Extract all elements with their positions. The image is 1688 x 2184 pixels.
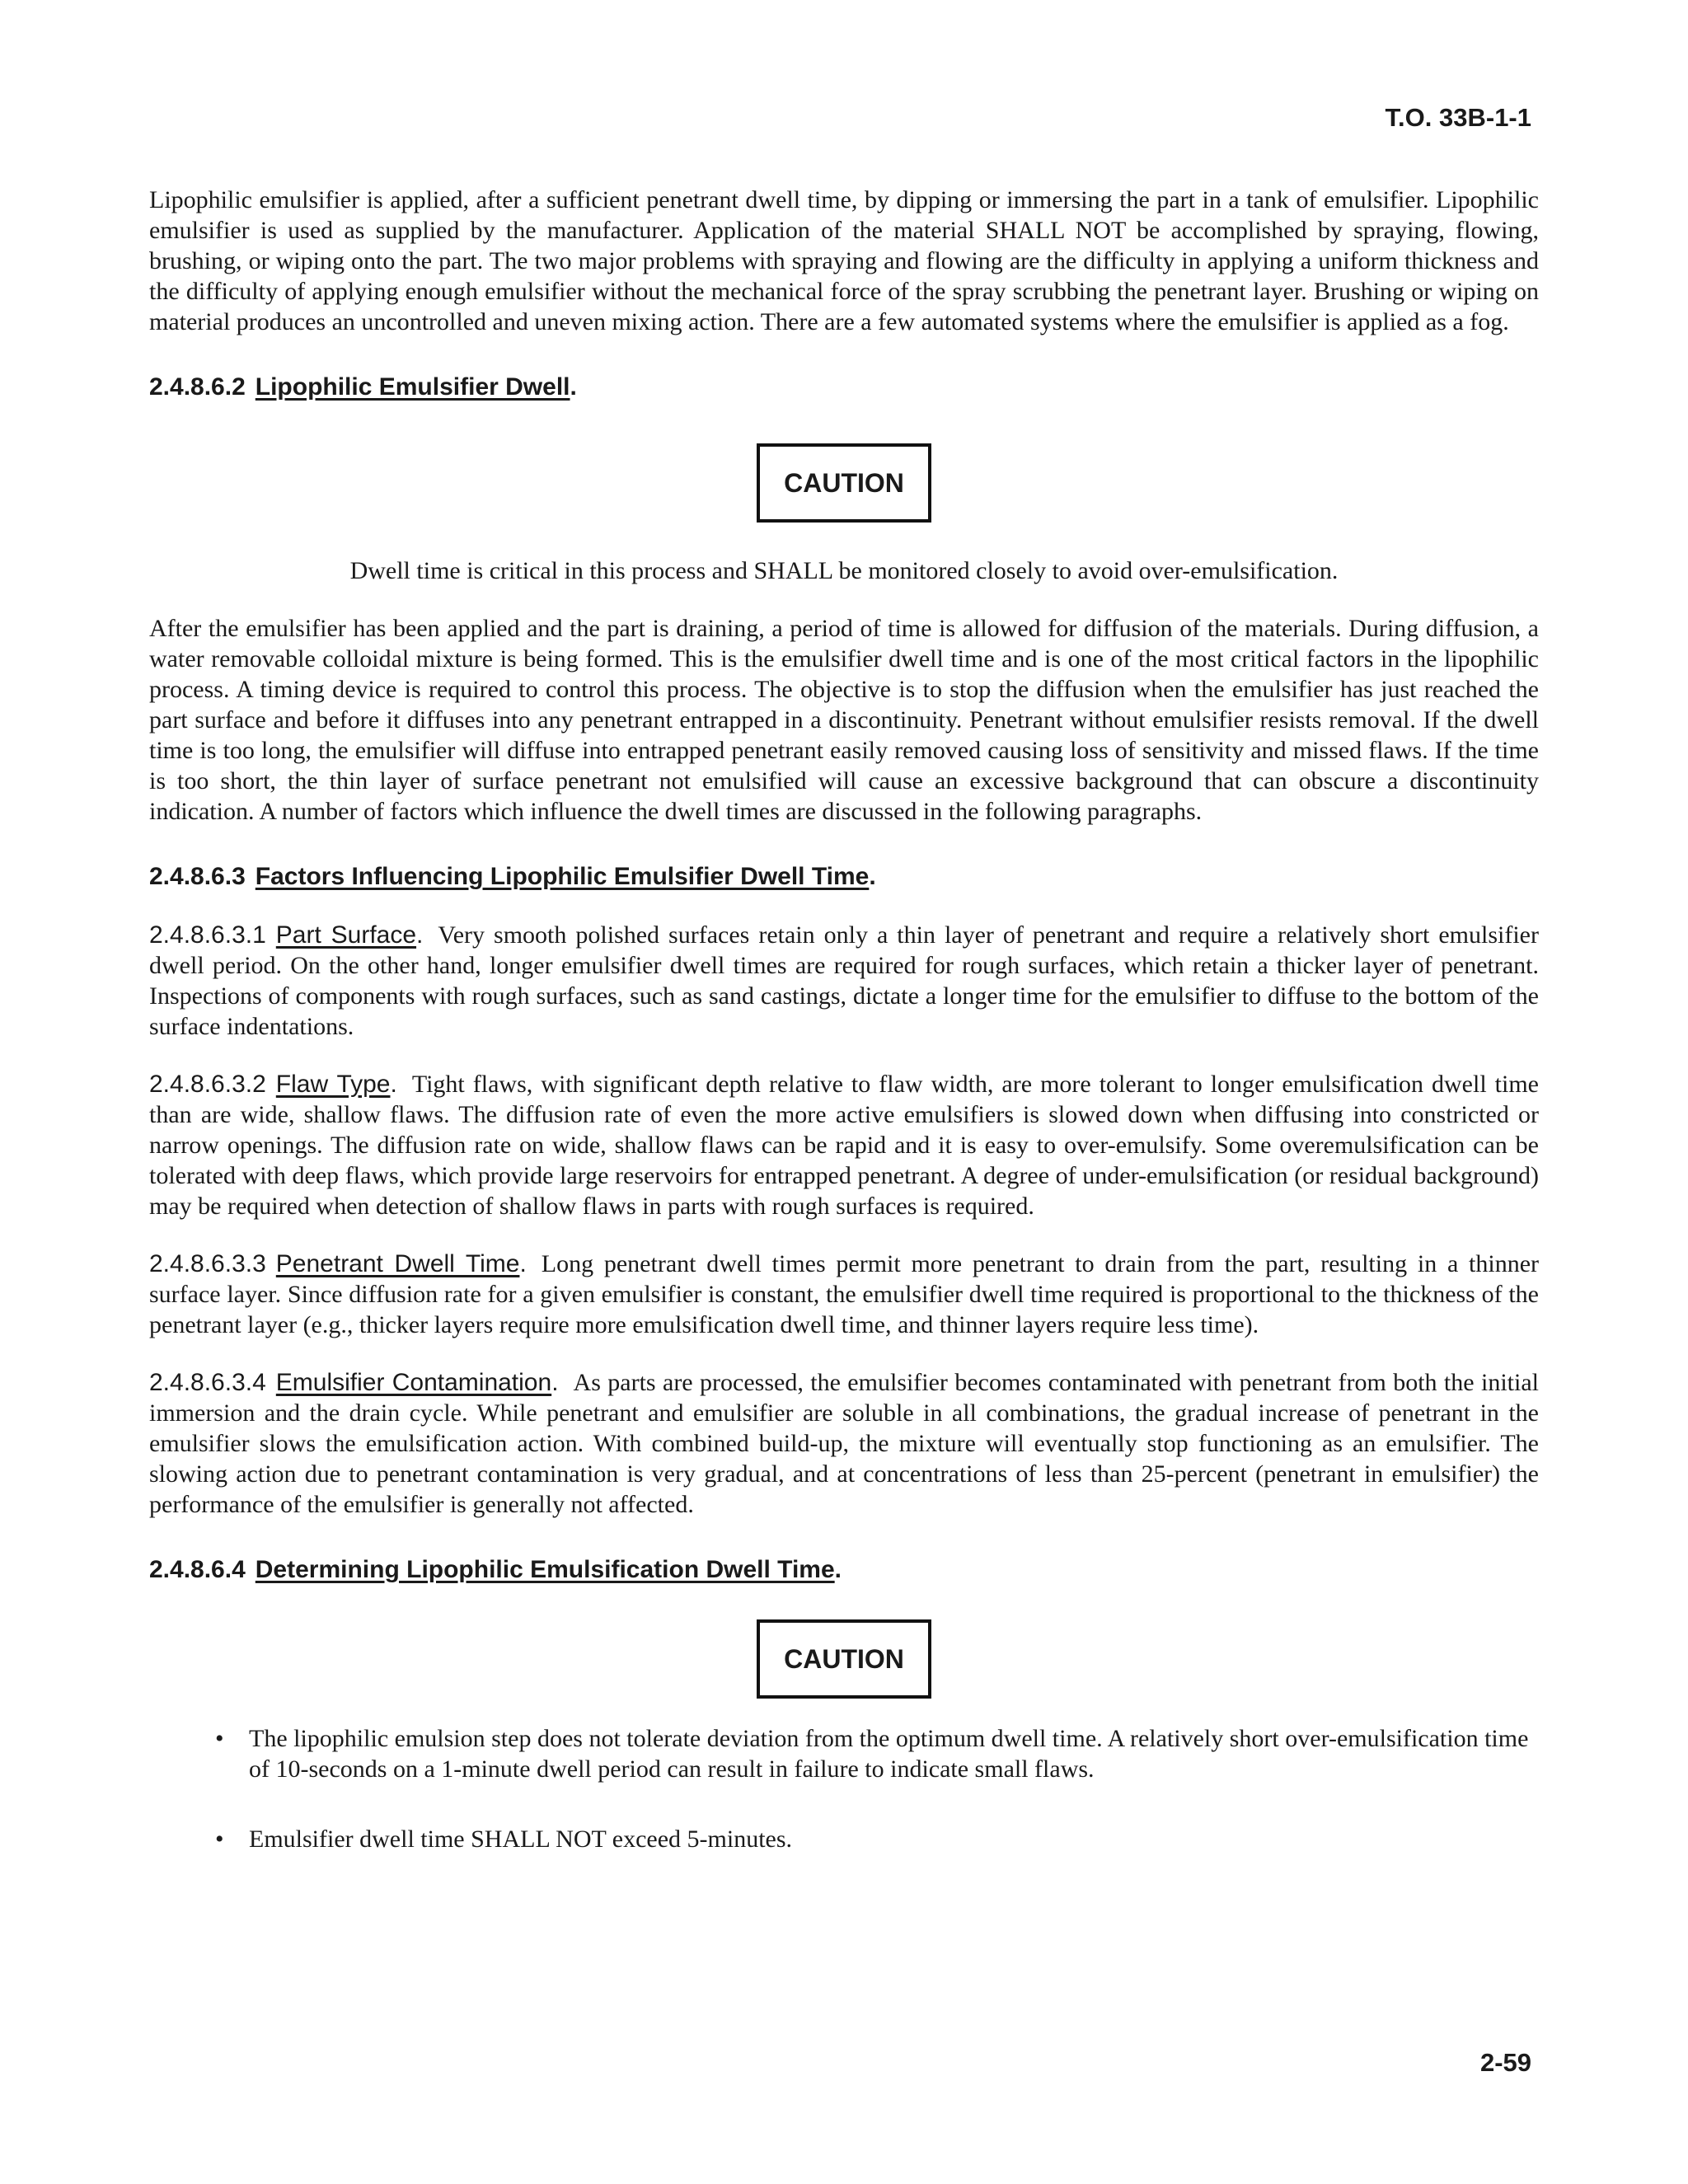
bullet-text: Emulsifier dwell time SHALL NOT exceed 5-minutes. bbox=[249, 1825, 793, 1853]
subsection-title: Flaw Type bbox=[275, 1071, 391, 1098]
caution-box: CAUTION bbox=[757, 1619, 931, 1699]
subsection-number: 2.4.8.6.3.3 bbox=[149, 1250, 266, 1277]
section-title: Determining Lipophilic Emulsification Dwell Time bbox=[255, 1556, 835, 1583]
section-heading-lipophilic-emulsifier-dwell: 2.4.8.6.2 Lipophilic Emulsifier Dwell. bbox=[149, 373, 577, 401]
subsection-body: Long penetrant dwell times permit more penetrant to drain from the part, resulting in a thinner surface layer. Since diffusion rate for a given emulsifier is constant, the emulsifier dwell time required is proportional to the thickness of the penetrant layer (e.g., thicker layers require more emulsification dwell time, and thinner layers require less time). bbox=[149, 1250, 1539, 1338]
page-content bbox=[149, 185, 1539, 1854]
section-heading-factors-influencing: 2.4.8.6.3 Factors Influencing Lipophilic Emulsifier Dwell Time. bbox=[149, 863, 876, 890]
subsection-title: Penetrant Dwell Time bbox=[275, 1250, 520, 1277]
section-title: Lipophilic Emulsifier Dwell bbox=[255, 373, 570, 401]
bullet-icon: • bbox=[215, 1825, 224, 1853]
caution-bullet-list bbox=[149, 1723, 1539, 1854]
subsection-body: As parts are processed, the emulsifier becomes contaminated with penetrant from both the initial immersion and the drain cycle. While penetrant and emulsifier are soluble in all combinations, the gradual increase of penetrant in the emulsifier slows the emulsification action. With combined build-up, the mixture will eventually stop functioning as an emulsifier. The slowing action due to penetrant contamination is very gradual, and at concentrations of less than 25-percent (penetrant in emulsifier) the performance of the emulsifier is generally not affected. bbox=[149, 1369, 1539, 1518]
section-number: 2.4.8.6.4 bbox=[149, 1556, 246, 1583]
section-body-lipophilic-emulsifier-dwell: After the emulsifier has been applied and the part is draining, a period of time is allowed for diffusion of the materials. During diffusion, a water removable colloidal mixture is being formed. This is the emulsifier dwell time and is one of the most critical factors in the lipophilic process. A timing device is required to control this process. The objective is to stop the diffusion when the emulsifier has just reached the part surface and before it diffuses into any penetrant entrapped in a discontinuity. Penetrant without emulsifier resists removal. If the dwell time is too long, the emulsifier will diffuse into entrapped penetrant easily removed causing loss of sensitivity and missed flaws. If the time is too short, the thin layer of surface penetrant not emulsified will cause an excessive background that can obscure a discontinuity indication. A number of factors which influence the dwell times are discussed in the following paragraphs. bbox=[149, 615, 1539, 825]
section-heading-determining-dwell-time: 2.4.8.6.4 Determining Lipophilic Emulsification Dwell Time. bbox=[149, 1556, 842, 1583]
subsection-number: 2.4.8.6.3.1 bbox=[149, 921, 266, 949]
caution-text: Dwell time is critical in this process and SHALL be monitored closely to avoid over-emulsification. bbox=[349, 557, 1339, 584]
document-code: T.O. 33B-1-1 bbox=[1385, 103, 1531, 132]
bullet-icon: • bbox=[215, 1725, 224, 1752]
subsection-emulsifier-contamination: 2.4.8.6.3.4 Emulsifier Contamination. As parts are processed, the emulsifier becomes contaminated with penetrant from both the initial immersion and the drain cycle. While penetrant and emulsifier are soluble in all combinations, the gradual increase of penetrant in the emulsifier slows the emulsification action. With combined build-up, the mixture will eventually stop functioning as an emulsifier. The slowing action due to penetrant contamination is very gradual, and at concentrations of less than 25-percent (penetrant in emulsifier) the performance of the emulsifier is generally not affected. bbox=[149, 1369, 1539, 1518]
subsection-body: Very smooth polished surfaces retain only a thin layer of penetrant and require a relatively short emulsifier dwell period. On the other hand, longer emulsifier dwell times are required for rough surfaces, which retain a thicker layer of penetrant. Inspections of components with rough surfaces, such as sand castings, dictate a longer time for the emulsifier to diffuse to the bottom of the surface indentations. bbox=[149, 921, 1539, 1040]
subsection-number: 2.4.8.6.3.4 bbox=[149, 1369, 266, 1396]
section-number: 2.4.8.6.2 bbox=[149, 373, 246, 401]
subsection-penetrant-dwell-time: 2.4.8.6.3.3 Penetrant Dwell Time. Long penetrant dwell times permit more penetrant to drain from the part, resulting in a thinner surface layer. Since diffusion rate for a given emulsifier is constant, the emulsifier dwell time required is proportional to the thickness of the penetrant layer (e.g., thicker layers require more emulsification dwell time, and thinner layers require less time). bbox=[149, 1250, 1539, 1338]
subsection-flaw-type: 2.4.8.6.3.2 Flaw Type. Tight flaws, with significant depth relative to flaw width, are more tolerant to longer emulsification dwell time than are wide, shallow flaws. The diffusion rate of even the more active emulsifiers is slowed down when diffusing into constricted or narrow openings. The diffusion rate on wide, shallow flaws can be rapid and it is easy to over-emulsify. Some overemulsification can be tolerated with deep flaws, which provide large reservoirs for entrapped penetrant. A degree of under-emulsification (or residual background) may be required when detection of shallow flaws in parts with rough surfaces is required. bbox=[149, 1071, 1539, 1220]
subsection-title: Part Surface bbox=[275, 921, 417, 949]
caution-wrapper bbox=[149, 443, 1539, 523]
section-title: Factors Influencing Lipophilic Emulsifier Dwell Time bbox=[255, 863, 870, 890]
subsection-body: Tight flaws, with significant depth relative to flaw width, are more tolerant to longer emulsification dwell time than are wide, shallow flaws. The diffusion rate of even the more active emulsifiers is slowed down when diffusing into constricted or narrow openings. The diffusion rate on wide, shallow flaws can be rapid and it is easy to over-emulsify. Some overemulsification can be tolerated with deep flaws, which provide large reservoirs for entrapped penetrant. A degree of under-emulsification (or residual background) may be required when detection of shallow flaws in parts with rough surfaces is required. bbox=[149, 1071, 1539, 1220]
intro-paragraph: Lipophilic emulsifier is applied, after a sufficient penetrant dwell time, by dipping or immersing the part in a tank of emulsifier. Lipophilic emulsifier is used as supplied by the manufacturer. Application of the material SHALL NOT be accomplished by spraying, flowing, brushing, or wiping onto the part. The two major problems with spraying and flowing are the difficulty in applying a uniform thickness and the difficulty of applying enough emulsifier without the mechanical force of the spray scrubbing the penetrant layer. Brushing or wiping on material produces an uncontrolled and uneven mixing action. There are a few automated systems where the emulsifier is applied as a fog. bbox=[149, 186, 1539, 335]
section-number: 2.4.8.6.3 bbox=[149, 863, 246, 890]
subsection-number: 2.4.8.6.3.2 bbox=[149, 1071, 266, 1098]
subsection-part-surface: 2.4.8.6.3.1 Part Surface. Very smooth polished surfaces retain only a thin layer of penetrant and require a relatively short emulsifier dwell period. On the other hand, longer emulsifier dwell times are required for rough surfaces, which retain a thicker layer of penetrant. Inspections of components with rough surfaces, such as sand castings, dictate a longer time for the emulsifier to diffuse to the bottom of the surface indentations. bbox=[149, 921, 1539, 1040]
page-number: 2-59 bbox=[1479, 2048, 1531, 2077]
bullet-text: The lipophilic emulsion step does not tolerate deviation from the optimum dwell time. A relatively short over-emulsification time of 10-seconds on a 1-minute dwell period can result in failure to indicate small flaws. bbox=[249, 1725, 1529, 1783]
caution-wrapper bbox=[149, 1619, 1539, 1699]
caution-box: CAUTION bbox=[757, 443, 931, 523]
bullet-item bbox=[149, 1824, 1539, 1854]
bullet-item bbox=[149, 1723, 1539, 1784]
subsection-title: Emulsifier Contamination bbox=[275, 1369, 552, 1396]
